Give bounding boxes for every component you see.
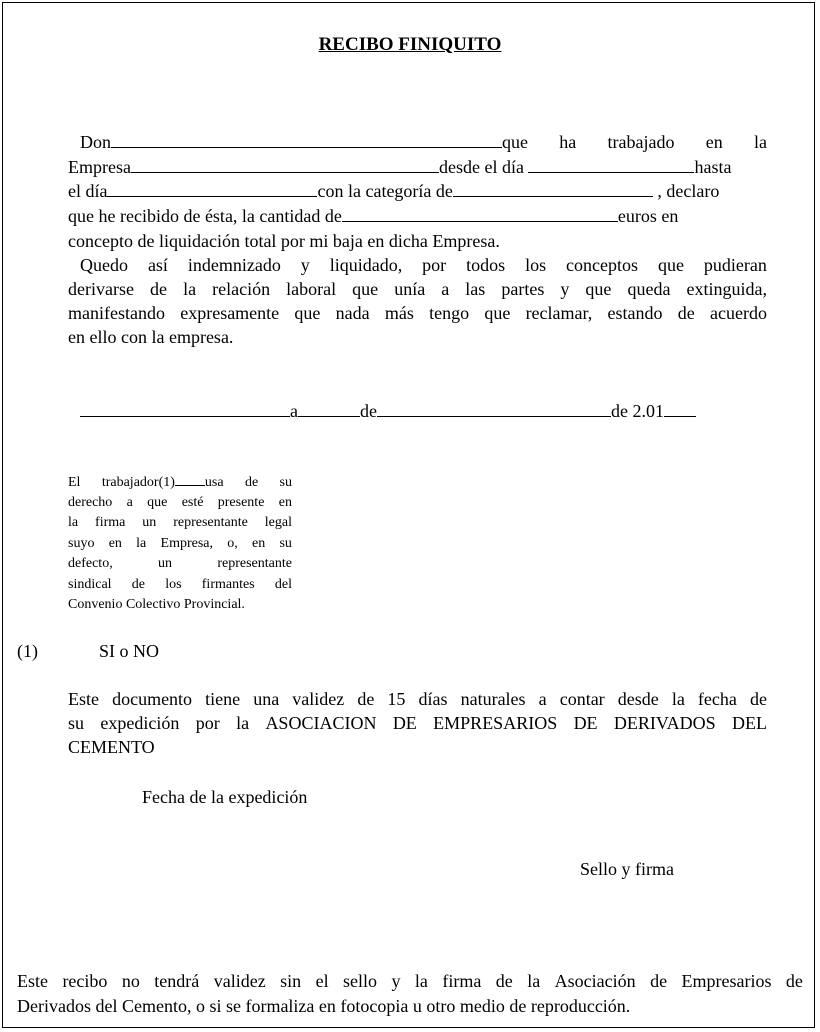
document-title: RECIBO FINIQUITO (318, 34, 502, 55)
word: la (527, 971, 541, 991)
word: que (657, 255, 684, 275)
validity-line2 (68, 711, 767, 735)
word: de (360, 401, 377, 421)
word: defecto, (68, 556, 113, 571)
word: Asociación (554, 971, 636, 991)
worker-note-line4 (68, 534, 292, 555)
word: nada (335, 303, 370, 323)
word: de 2.01 (611, 401, 664, 421)
word: Don (80, 132, 111, 152)
word: trabajado (607, 132, 675, 152)
word: queda (627, 279, 671, 299)
word: conceptos (566, 255, 638, 275)
word: más (384, 303, 414, 323)
word: por (422, 255, 447, 275)
word: y (560, 279, 570, 299)
word: sin (280, 971, 302, 991)
word: representante (217, 556, 292, 571)
word: firma (95, 515, 126, 530)
word: un (142, 515, 157, 530)
word: un (158, 556, 173, 571)
word: firmantes (201, 576, 255, 592)
paragraph1-line3 (68, 179, 719, 203)
disclaimer-line2: Derivados del Cemento, o si se formaliza en fotocopia u otro medio de reproducción. (17, 996, 631, 1016)
word: en (705, 132, 723, 152)
word: la (236, 713, 250, 733)
word: presente (217, 494, 265, 510)
word: unía (394, 279, 426, 299)
word: así (147, 255, 168, 275)
place-blank[interactable] (80, 400, 290, 417)
word: EMPRESARIOS (433, 713, 558, 733)
paragraph1-line4 (68, 204, 678, 228)
si-no-blank[interactable] (175, 472, 205, 486)
word: sindical (68, 576, 112, 592)
word: Empresa, (160, 535, 214, 551)
word: legal (264, 515, 292, 530)
word: extinguida, (686, 279, 767, 299)
worker-note-line5 (68, 554, 292, 575)
worker-note-line7: Convenio Colectivo Provincial. (68, 597, 245, 612)
disclaimer-line1 (17, 969, 803, 993)
validity-line3: CEMENTO (68, 737, 155, 757)
word: su (279, 535, 292, 551)
word: suyo (68, 535, 95, 551)
paragraph2-line3 (68, 301, 767, 325)
word: usa (204, 475, 224, 490)
worker-note-line1 (68, 472, 292, 494)
word: de (785, 971, 803, 991)
word: esté (181, 494, 204, 510)
word: manifestando (68, 303, 165, 323)
word: tiene (205, 689, 241, 709)
word: validez (213, 971, 266, 991)
word: por (195, 713, 220, 733)
word: que (294, 303, 321, 323)
word: trabajador(1) (101, 475, 175, 490)
worker-note-line3 (68, 513, 292, 534)
word: Quedo (80, 255, 128, 275)
issue-date-label: Fecha de la expedición (142, 787, 308, 807)
word: una (253, 689, 280, 709)
word: el (315, 971, 329, 991)
word: reclamar, (525, 303, 593, 323)
word: de (650, 971, 668, 991)
word: de (677, 303, 695, 323)
word: la (68, 515, 79, 530)
company-blank[interactable] (131, 156, 439, 173)
category-blank[interactable] (453, 180, 653, 197)
word: liquidado, (329, 255, 403, 275)
word: de (150, 279, 168, 299)
word: , declaro (657, 181, 720, 201)
footnote-text: SI o NO (99, 641, 160, 661)
word: de (131, 576, 145, 592)
word: y (300, 255, 310, 275)
paragraph1-line1 (68, 130, 767, 154)
word: laboral (286, 279, 337, 299)
end-date-blank[interactable] (107, 180, 317, 197)
word: El (68, 475, 81, 490)
word: desde el día (438, 157, 524, 177)
word: la (671, 689, 685, 709)
word: expedición (100, 713, 180, 733)
word: que (352, 279, 379, 299)
word: que he recibido de ésta, la cantidad de (68, 206, 342, 226)
word: 15 (387, 689, 406, 709)
word: con la categoría de (317, 181, 453, 201)
word: recibo (62, 971, 108, 991)
word: tendrá (154, 971, 200, 991)
word: euros en (617, 206, 679, 226)
word: derecho (68, 494, 113, 510)
paragraph1-line2 (68, 155, 731, 179)
word: naturales (460, 689, 526, 709)
word: las (465, 279, 486, 299)
word: su (279, 475, 292, 490)
name-blank[interactable] (111, 131, 502, 148)
validity-line1 (68, 687, 767, 711)
word: de (357, 689, 375, 709)
word: en (108, 535, 122, 551)
word: la (183, 279, 197, 299)
word: representante (173, 515, 248, 530)
word: expresamente (180, 303, 280, 323)
month-blank[interactable] (377, 400, 611, 417)
word: fecha (697, 689, 737, 709)
word: de (749, 689, 767, 709)
word: la (753, 132, 767, 152)
word: y (391, 971, 401, 991)
word: que (585, 279, 612, 299)
paragraph2-line2 (68, 277, 767, 301)
word: estando (607, 303, 663, 323)
word: a (126, 494, 133, 510)
word: los (525, 255, 547, 275)
seal-label: Sello y firma (580, 859, 674, 879)
word: pudieran (703, 255, 767, 275)
word: DE (392, 713, 417, 733)
word: partes (501, 279, 545, 299)
word: o, (227, 535, 238, 551)
paragraph1-line5: concepto de liquidación total por mi baja en dicha Empresa. (68, 231, 500, 251)
word: del (274, 576, 292, 592)
paragraph2-line4: en ello con la empresa. (68, 327, 234, 347)
word: desde (617, 689, 659, 709)
word: de (495, 971, 513, 991)
paragraph2-line1 (68, 253, 767, 277)
word: de (244, 475, 259, 490)
word: la (136, 535, 147, 551)
word: acuerdo (709, 303, 767, 323)
amount-blank[interactable] (342, 205, 618, 222)
word: contar (559, 689, 605, 709)
start-date-blank[interactable] (528, 156, 694, 173)
word: Este (17, 971, 48, 991)
word: DEL (731, 713, 767, 733)
word: en (278, 494, 292, 510)
word: el día (68, 181, 108, 201)
word: documento (112, 689, 193, 709)
word: Empresarios (681, 971, 772, 991)
word: a (538, 689, 547, 709)
word: no (121, 971, 140, 991)
word: indemnizado (187, 255, 281, 275)
word: que (484, 303, 511, 323)
worker-note-line2 (68, 493, 292, 514)
word: DE (573, 713, 598, 733)
word: que (502, 132, 528, 152)
word: la (414, 971, 428, 991)
word: ASOCIACION (265, 713, 377, 733)
word: los (165, 576, 182, 592)
day-blank[interactable] (298, 400, 360, 417)
word: a (441, 279, 450, 299)
word: tengo (429, 303, 470, 323)
word: en (252, 535, 266, 551)
word: Este (68, 689, 99, 709)
word: que (147, 494, 168, 510)
word: Empresa (68, 157, 131, 177)
word: ha (559, 132, 577, 152)
word: validez (292, 689, 345, 709)
word: firma (442, 971, 482, 991)
word: hasta (694, 157, 732, 177)
footnote-marker: (1) (17, 641, 38, 661)
word: su (68, 713, 85, 733)
word: relación (212, 279, 271, 299)
date-line (80, 399, 696, 423)
word: sello (343, 971, 378, 991)
word: todos (466, 255, 506, 275)
worker-note-line6 (68, 575, 292, 596)
word: DERIVADOS (613, 713, 716, 733)
year-blank[interactable] (664, 400, 696, 417)
word: días (418, 689, 448, 709)
word: a (290, 401, 298, 421)
word: derivarse (68, 279, 134, 299)
